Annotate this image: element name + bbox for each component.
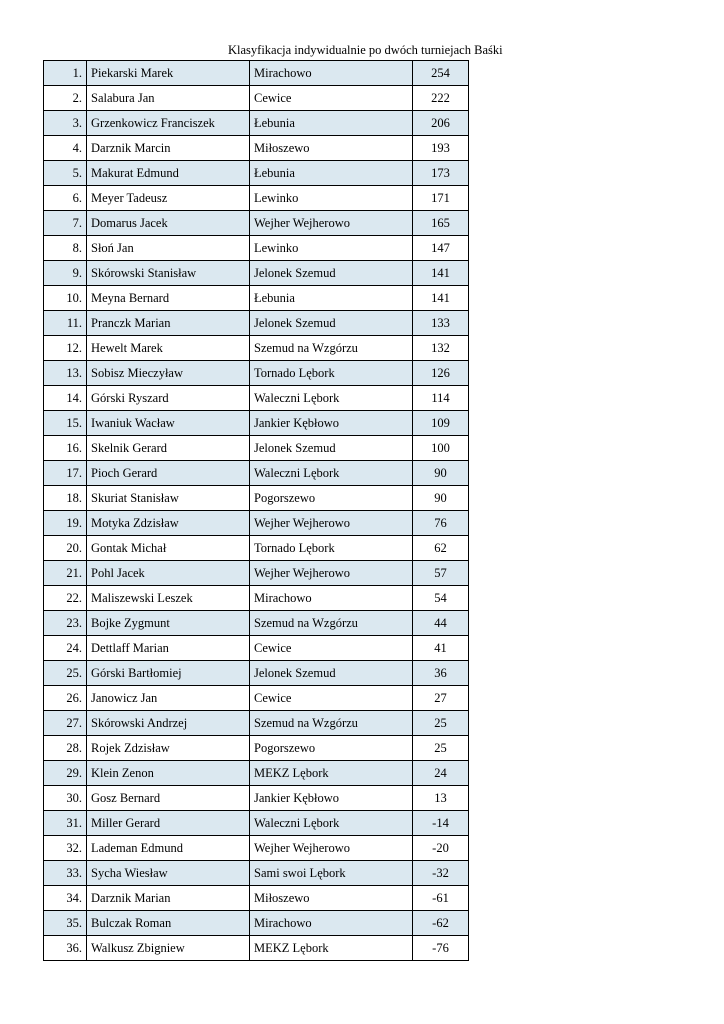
name-cell: Meyer Tadeusz bbox=[87, 186, 250, 211]
points-cell: 109 bbox=[413, 411, 469, 436]
table-row bbox=[44, 436, 469, 461]
rank-cell: 33. bbox=[44, 861, 87, 886]
table-row bbox=[44, 461, 469, 486]
points-cell: 24 bbox=[413, 761, 469, 786]
table-row bbox=[44, 336, 469, 361]
club-cell: Cewice bbox=[250, 636, 413, 661]
table-row bbox=[44, 111, 469, 136]
table-row bbox=[44, 361, 469, 386]
rank-cell: 2. bbox=[44, 86, 87, 111]
points-cell: 132 bbox=[413, 336, 469, 361]
points-cell: 147 bbox=[413, 236, 469, 261]
name-cell: Skelnik Gerard bbox=[87, 436, 250, 461]
club-cell: Cewice bbox=[250, 86, 413, 111]
club-cell: Waleczni Lębork bbox=[250, 811, 413, 836]
points-cell: 44 bbox=[413, 611, 469, 636]
rank-cell: 24. bbox=[44, 636, 87, 661]
rank-cell: 10. bbox=[44, 286, 87, 311]
club-cell: Cewice bbox=[250, 686, 413, 711]
table-row bbox=[44, 861, 469, 886]
points-cell: -62 bbox=[413, 911, 469, 936]
club-cell: Tornado Lębork bbox=[250, 536, 413, 561]
club-cell: Pogorszewo bbox=[250, 736, 413, 761]
points-cell: 36 bbox=[413, 661, 469, 686]
name-cell: Skórowski Andrzej bbox=[87, 711, 250, 736]
club-cell: MEKZ Lębork bbox=[250, 936, 413, 961]
table-row bbox=[44, 261, 469, 286]
ranking-table-body bbox=[44, 61, 469, 961]
points-cell: 171 bbox=[413, 186, 469, 211]
rank-cell: 16. bbox=[44, 436, 87, 461]
rank-cell: 22. bbox=[44, 586, 87, 611]
name-cell: Gosz Bernard bbox=[87, 786, 250, 811]
rank-cell: 36. bbox=[44, 936, 87, 961]
name-cell: Salabura Jan bbox=[87, 86, 250, 111]
club-cell: MEKZ Lębork bbox=[250, 761, 413, 786]
rank-cell: 34. bbox=[44, 886, 87, 911]
points-cell: 222 bbox=[413, 86, 469, 111]
name-cell: Hewelt Marek bbox=[87, 336, 250, 361]
table-row bbox=[44, 911, 469, 936]
rank-cell: 8. bbox=[44, 236, 87, 261]
name-cell: Darznik Marian bbox=[87, 886, 250, 911]
table-row bbox=[44, 886, 469, 911]
table-row bbox=[44, 161, 469, 186]
points-cell: 206 bbox=[413, 111, 469, 136]
rank-cell: 5. bbox=[44, 161, 87, 186]
rank-cell: 28. bbox=[44, 736, 87, 761]
points-cell: 126 bbox=[413, 361, 469, 386]
rank-cell: 4. bbox=[44, 136, 87, 161]
points-cell: 254 bbox=[413, 61, 469, 86]
rank-cell: 13. bbox=[44, 361, 87, 386]
name-cell: Klein Zenon bbox=[87, 761, 250, 786]
table-row bbox=[44, 61, 469, 86]
club-cell: Jankier Kębłowo bbox=[250, 411, 413, 436]
points-cell: 25 bbox=[413, 736, 469, 761]
rank-cell: 32. bbox=[44, 836, 87, 861]
rank-cell: 27. bbox=[44, 711, 87, 736]
points-cell: 165 bbox=[413, 211, 469, 236]
rank-cell: 25. bbox=[44, 661, 87, 686]
rank-cell: 21. bbox=[44, 561, 87, 586]
name-cell: Walkusz Zbigniew bbox=[87, 936, 250, 961]
points-cell: 13 bbox=[413, 786, 469, 811]
points-cell: -61 bbox=[413, 886, 469, 911]
club-cell: Wejher Wejherowo bbox=[250, 511, 413, 536]
rank-cell: 31. bbox=[44, 811, 87, 836]
points-cell: -76 bbox=[413, 936, 469, 961]
points-cell: 62 bbox=[413, 536, 469, 561]
club-cell: Wejher Wejherowo bbox=[250, 836, 413, 861]
table-row bbox=[44, 936, 469, 961]
points-cell: 100 bbox=[413, 436, 469, 461]
name-cell: Meyna Bernard bbox=[87, 286, 250, 311]
club-cell: Łebunia bbox=[250, 161, 413, 186]
name-cell: Skuriat Stanisław bbox=[87, 486, 250, 511]
rank-cell: 3. bbox=[44, 111, 87, 136]
name-cell: Motyka Zdzisław bbox=[87, 511, 250, 536]
rank-cell: 35. bbox=[44, 911, 87, 936]
table-row bbox=[44, 411, 469, 436]
table-row bbox=[44, 511, 469, 536]
rank-cell: 18. bbox=[44, 486, 87, 511]
name-cell: Pohl Jacek bbox=[87, 561, 250, 586]
rank-cell: 12. bbox=[44, 336, 87, 361]
rank-cell: 9. bbox=[44, 261, 87, 286]
points-cell: 133 bbox=[413, 311, 469, 336]
table-row bbox=[44, 486, 469, 511]
rank-cell: 1. bbox=[44, 61, 87, 86]
table-row bbox=[44, 686, 469, 711]
points-cell: 76 bbox=[413, 511, 469, 536]
club-cell: Mirachowo bbox=[250, 911, 413, 936]
name-cell: Domarus Jacek bbox=[87, 211, 250, 236]
club-cell: Sami swoi Lębork bbox=[250, 861, 413, 886]
points-cell: 54 bbox=[413, 586, 469, 611]
club-cell: Jelonek Szemud bbox=[250, 661, 413, 686]
table-row bbox=[44, 836, 469, 861]
table-row bbox=[44, 611, 469, 636]
club-cell: Mirachowo bbox=[250, 586, 413, 611]
club-cell: Łebunia bbox=[250, 111, 413, 136]
rank-cell: 17. bbox=[44, 461, 87, 486]
name-cell: Iwaniuk Wacław bbox=[87, 411, 250, 436]
points-cell: 141 bbox=[413, 261, 469, 286]
points-cell: 25 bbox=[413, 711, 469, 736]
club-cell: Jelonek Szemud bbox=[250, 436, 413, 461]
club-cell: Pogorszewo bbox=[250, 486, 413, 511]
name-cell: Makurat Edmund bbox=[87, 161, 250, 186]
rank-cell: 23. bbox=[44, 611, 87, 636]
club-cell: Lewinko bbox=[250, 186, 413, 211]
points-cell: -32 bbox=[413, 861, 469, 886]
club-cell: Lewinko bbox=[250, 236, 413, 261]
name-cell: Pranczk Marian bbox=[87, 311, 250, 336]
points-cell: 193 bbox=[413, 136, 469, 161]
name-cell: Górski Bartłomiej bbox=[87, 661, 250, 686]
club-cell: Szemud na Wzgórzu bbox=[250, 336, 413, 361]
club-cell: Waleczni Lębork bbox=[250, 386, 413, 411]
table-row bbox=[44, 536, 469, 561]
table-row bbox=[44, 786, 469, 811]
table-row bbox=[44, 661, 469, 686]
name-cell: Sycha Wiesław bbox=[87, 861, 250, 886]
points-cell: 41 bbox=[413, 636, 469, 661]
name-cell: Miller Gerard bbox=[87, 811, 250, 836]
table-row bbox=[44, 561, 469, 586]
name-cell: Pioch Gerard bbox=[87, 461, 250, 486]
points-cell: 90 bbox=[413, 486, 469, 511]
rank-cell: 26. bbox=[44, 686, 87, 711]
ranking-table bbox=[43, 60, 469, 961]
club-cell: Miłoszewo bbox=[250, 136, 413, 161]
rank-cell: 19. bbox=[44, 511, 87, 536]
club-cell: Wejher Wejherowo bbox=[250, 561, 413, 586]
table-row bbox=[44, 811, 469, 836]
club-cell: Jelonek Szemud bbox=[250, 261, 413, 286]
table-row bbox=[44, 286, 469, 311]
club-cell: Łebunia bbox=[250, 286, 413, 311]
name-cell: Grzenkowicz Franciszek bbox=[87, 111, 250, 136]
name-cell: Sobisz Mieczyław bbox=[87, 361, 250, 386]
club-cell: Waleczni Lębork bbox=[250, 461, 413, 486]
rank-cell: 29. bbox=[44, 761, 87, 786]
table-row bbox=[44, 761, 469, 786]
club-cell: Jankier Kębłowo bbox=[250, 786, 413, 811]
name-cell: Bulczak Roman bbox=[87, 911, 250, 936]
table-row bbox=[44, 711, 469, 736]
points-cell: 114 bbox=[413, 386, 469, 411]
club-cell: Jelonek Szemud bbox=[250, 311, 413, 336]
club-cell: Wejher Wejherowo bbox=[250, 211, 413, 236]
table-row bbox=[44, 386, 469, 411]
name-cell: Skórowski Stanisław bbox=[87, 261, 250, 286]
table-row bbox=[44, 86, 469, 111]
points-cell: 57 bbox=[413, 561, 469, 586]
points-cell: 90 bbox=[413, 461, 469, 486]
table-row bbox=[44, 186, 469, 211]
table-row bbox=[44, 586, 469, 611]
name-cell: Gontak Michał bbox=[87, 536, 250, 561]
name-cell: Piekarski Marek bbox=[87, 61, 250, 86]
rank-cell: 14. bbox=[44, 386, 87, 411]
name-cell: Górski Ryszard bbox=[87, 386, 250, 411]
rank-cell: 15. bbox=[44, 411, 87, 436]
name-cell: Bojke Zygmunt bbox=[87, 611, 250, 636]
rank-cell: 20. bbox=[44, 536, 87, 561]
table-row bbox=[44, 636, 469, 661]
points-cell: -20 bbox=[413, 836, 469, 861]
points-cell: 141 bbox=[413, 286, 469, 311]
club-cell: Tornado Lębork bbox=[250, 361, 413, 386]
club-cell: Szemud na Wzgórzu bbox=[250, 711, 413, 736]
club-cell: Mirachowo bbox=[250, 61, 413, 86]
table-row bbox=[44, 736, 469, 761]
name-cell: Lademan Edmund bbox=[87, 836, 250, 861]
rank-cell: 7. bbox=[44, 211, 87, 236]
name-cell: Maliszewski Leszek bbox=[87, 586, 250, 611]
points-cell: 27 bbox=[413, 686, 469, 711]
table-row bbox=[44, 311, 469, 336]
name-cell: Słoń Jan bbox=[87, 236, 250, 261]
rank-cell: 30. bbox=[44, 786, 87, 811]
table-row bbox=[44, 211, 469, 236]
club-cell: Miłoszewo bbox=[250, 886, 413, 911]
club-cell: Szemud na Wzgórzu bbox=[250, 611, 413, 636]
name-cell: Dettlaff Marian bbox=[87, 636, 250, 661]
points-cell: 173 bbox=[413, 161, 469, 186]
points-cell: -14 bbox=[413, 811, 469, 836]
rank-cell: 6. bbox=[44, 186, 87, 211]
page-title: Klasyfikacja indywidualnie po dwóch turniejach Baśki bbox=[228, 43, 503, 57]
name-cell: Darznik Marcin bbox=[87, 136, 250, 161]
rank-cell: 11. bbox=[44, 311, 87, 336]
name-cell: Rojek Zdzisław bbox=[87, 736, 250, 761]
table-row bbox=[44, 136, 469, 161]
table-row bbox=[44, 236, 469, 261]
name-cell: Janowicz Jan bbox=[87, 686, 250, 711]
